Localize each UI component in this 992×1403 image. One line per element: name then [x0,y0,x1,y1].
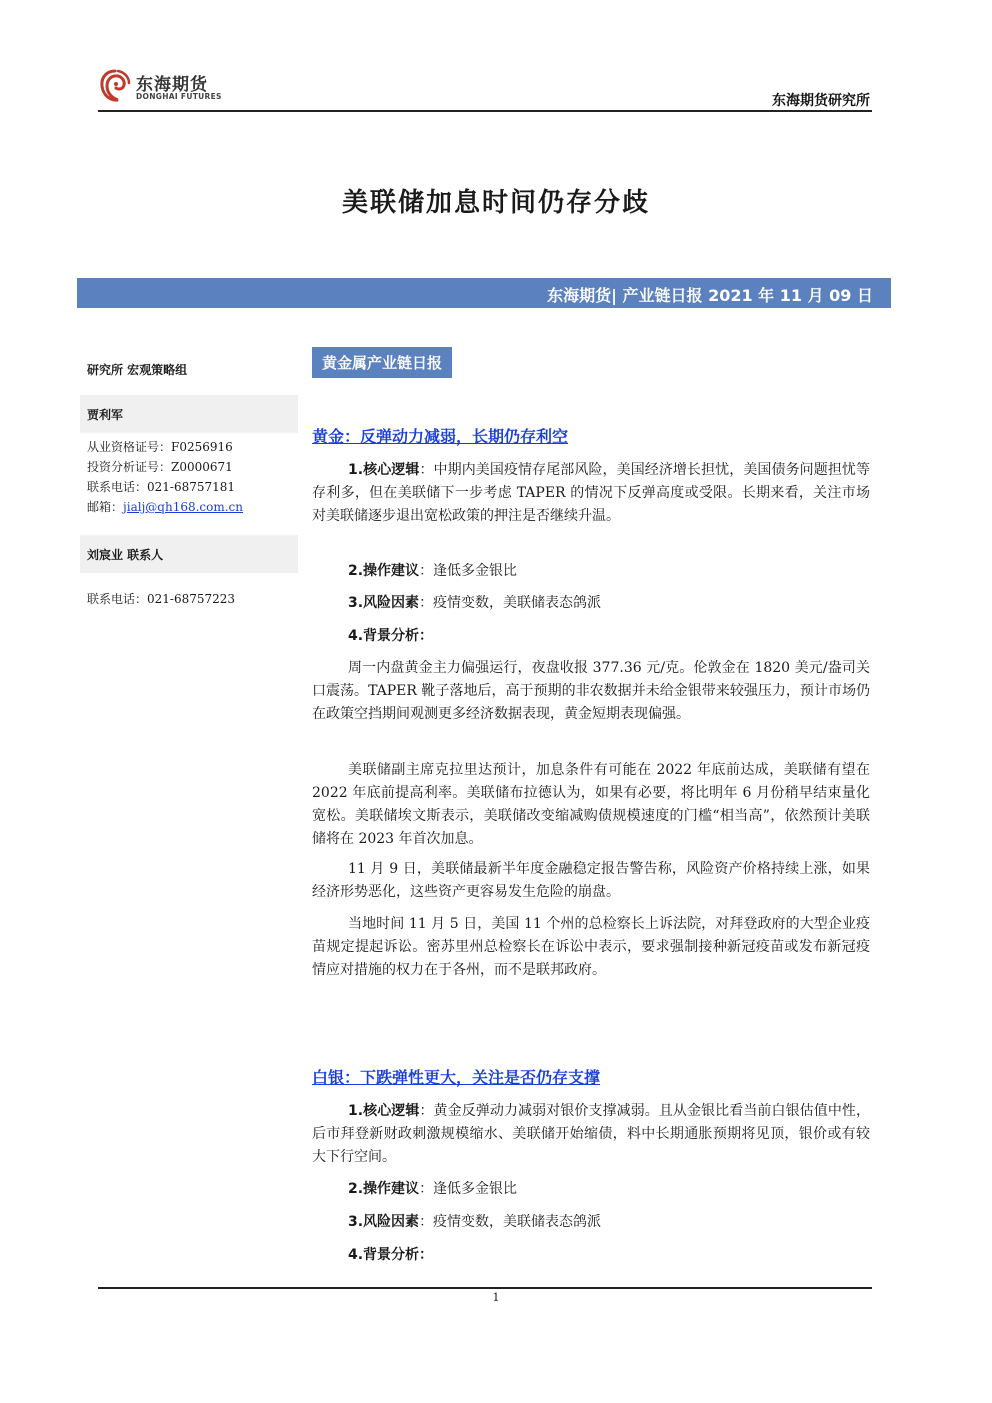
analyst1-license: 从业资格证号：F0256916 [87,440,233,454]
analyst1-email-row [87,497,243,517]
gold-background-p3: 11 月 9 日，美联储最新半年度金融稳定报告警告称，风险资产价格持续上涨，如果经济形势恶化，这些资产更容易发生危险的崩盘。 [312,861,870,900]
analyst1-phone: 联系电话：021-68757181 [87,480,236,494]
gold-core-logic-label: 1.核心逻辑 [348,462,420,478]
sidebar-dept: 研究所 宏观策略组 [87,363,188,377]
analyst1-invest-license: 投资分析证号：Z0000671 [87,460,233,474]
footer-divider [98,1287,872,1289]
report-band [77,278,891,308]
analyst2-phone: 联系电话：021-68757223 [87,592,236,606]
silver-advice-label: 2.操作建议 [348,1181,420,1197]
report-tag: 黄金属产业链日报 [312,347,452,378]
gold-core-logic-text: ：中期内美国疫情存尾部风险，美国经济增长担忧，美国债务问题担忧等存利多，但在美联储下一步考虑 TAPER 的情况下反弹高度或受限。长期来看，关注市场对美联储逐步退出宽松政策的押注是否继续升温。 [312,462,870,524]
silver-advice [312,1178,870,1201]
silver-background-heading [312,1244,870,1267]
gold-background-heading [312,625,870,648]
company-logo [98,66,238,106]
report-band-text: 东海期货| 产业链日报 2021 年 11 月 09 日 [547,286,873,305]
gold-risk-text: ：疫情变数，美联储表态鸽派 [419,595,602,611]
logo-en-text: DONGHAI FUTURES [136,92,222,101]
report-title: 美联储加息时间仍存分歧 [341,188,650,218]
header-divider [98,110,872,112]
gold-background-p4: 当地时间 11 月 5 日，美国 11 个州的总检察长上诉法院，对拜登政府的大型企业疫苗规定提起诉讼。密苏里州总检察长在诉讼中表示，要求强制接种新冠疫苗或发布新冠疫情应对措施的权力在于各州，而不是联邦政府。 [312,916,870,978]
analyst2-name: 刘宸业 联系人 [87,548,164,562]
silver-risk [312,1211,870,1234]
dragon-logo-icon [98,68,132,104]
analyst1-name: 贾利军 [87,408,124,422]
gold-heading[interactable]: 黄金：反弹动力减弱，长期仍存利空 [312,427,569,446]
analyst1-box [80,395,298,433]
gold-background-label: 4.背景分析： [348,628,434,644]
gold-core-logic [312,459,870,528]
silver-core-logic [312,1100,870,1169]
analyst1-email-link[interactable]: jialj@qh168.com.cn [123,500,244,514]
silver-risk-label: 3.风险因素 [348,1214,420,1230]
gold-risk-label: 3.风险因素 [348,595,420,611]
gold-advice-text: ：逢低多金银比 [419,563,518,579]
email-label: 邮箱： [87,500,124,514]
gold-advice-label: 2.操作建议 [348,563,420,579]
silver-heading[interactable]: 白银：下跌弹性更大，关注是否仍存支撑 [312,1068,601,1087]
gold-background-p2: 美联储副主席克拉里达预计，加息条件有可能在 2022 年底前达成，美联储有望在 2022 年底前提高利率。美联储布拉德认为，如果有必要，将比明年 6 月份稍早结束量化宽松。美联储埃文斯表示，美联储改变缩减购债规模速度的门槛“相当高”，依然预计美联储将在 2023 年首次加息。 [312,762,870,847]
gold-advice [312,560,870,583]
page-number: 1 [492,1291,500,1304]
silver-core-logic-text: ：黄金反弹动力减弱对银价支撑减弱。且从金银比看当前白银估值中性，后市拜登新财政刺激规模缩水、美联储开始缩债，料中长期通胀预期将见顶，银价或有较大下行空间。 [312,1103,870,1165]
institute-name: 东海期货研究所 [772,93,870,109]
silver-background-label: 4.背景分析： [348,1247,434,1263]
gold-background-p1: 周一内盘黄金主力偏强运行，夜盘收报 377.36 元/克。伦敦金在 1820 美元/盎司关口震荡。TAPER 靴子落地后，高于预期的非农数据并未给金银带来较强压力，预计市场仍在政策空挡期间观测更多经济数据表现，黄金短期表现偏强。 [312,660,870,722]
analyst2-box [80,535,298,573]
silver-advice-text: ：逢低多金银比 [419,1181,518,1197]
gold-risk [312,592,870,615]
silver-core-logic-label: 1.核心逻辑 [348,1103,420,1119]
analyst1-details [87,437,243,517]
silver-risk-text: ：疫情变数，美联储表态鸽派 [419,1214,602,1230]
logo-cn-text: 东海期货 [136,75,208,95]
